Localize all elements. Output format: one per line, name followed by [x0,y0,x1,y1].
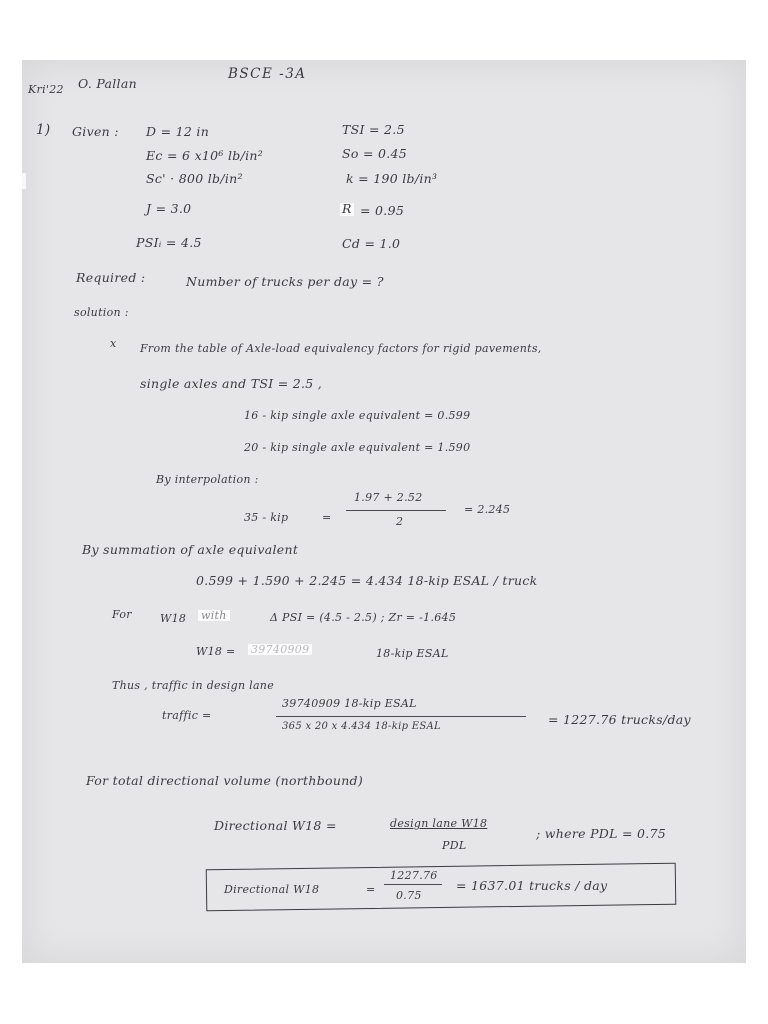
bullet-mark: x [110,337,117,350]
w18-symbol: W18 [160,612,187,625]
directional-denominator: PDL [442,839,467,852]
final-result: = 1637.01 trucks / day [456,878,608,893]
step1-line2: single axles and TSI = 2.5 , [140,376,323,391]
traffic-lhs: traffic = [162,709,212,722]
for-label: For [112,608,132,621]
required-text: Number of trucks per day = ? [186,274,384,289]
summation-label: By summation of axle equivalent [82,542,299,557]
interp-lhs: 35 - kip [244,511,289,524]
fraction-bar [346,510,446,511]
given-tsi: TSI = 2.5 [342,122,405,137]
required-label: Required : [76,270,146,285]
w18-lhs: W18 = [196,645,236,658]
given-d: D = 12 in [146,124,210,139]
given-ec: Ec = 6 x10⁶ lb/in² [146,148,264,163]
w18-unit: 18-kip ESAL [376,647,449,660]
directional-where: ; where PDL = 0.75 [536,826,667,841]
given-r-symbol: R [342,201,352,216]
w18-value: 39740909 [248,644,312,655]
fraction-bar [384,884,442,885]
directional-numerator: design lane W18 [390,817,488,830]
final-lhs: Directional W18 [224,883,320,896]
final-equals: = [366,883,376,896]
factor-16-kip: 16 - kip single axle equivalent = 0.599 [244,409,471,422]
with-word: with [198,610,230,621]
final-numerator: 1227.76 [390,869,438,882]
summation-expression: 0.599 + 1.590 + 2.245 = 4.434 18-kip ESAL / truck [196,573,538,588]
directional-lhs: Directional W18 = [214,818,337,833]
interp-denominator: 2 [396,515,404,528]
interp-equals: = [322,511,332,524]
given-label: Given : [72,124,119,139]
delta-psi-zr: Δ PSI = (4.5 - 2.5) ; Zr = -1.645 [270,611,457,624]
binder-mark [22,173,26,189]
factor-20-kip: 20 - kip single axle equivalent = 1.590 [244,441,471,454]
directional-label: For total directional volume (northbound) [86,773,364,788]
given-so: So = 0.45 [342,146,408,161]
given-r-value: = 0.95 [360,203,405,218]
given-k: k = 190 lb/in³ [346,171,438,186]
given-j: J = 3.0 [146,201,192,216]
student-name: O. Pallan [78,76,137,91]
problem-number: 1) [36,122,51,138]
given-cd: Cd = 1.0 [342,236,401,251]
margin-name: Kri'22 [28,83,64,96]
final-denominator: 0.75 [396,889,422,902]
fraction-bar [276,716,526,717]
solution-label: solution : [74,306,129,319]
interp-numerator: 1.97 + 2.52 [354,491,423,504]
interpolation-label: By interpolation : [156,473,259,486]
traffic-denominator: 365 x 20 x 4.434 18-kip ESAL [282,721,441,732]
traffic-result: = 1227.76 trucks/day [548,712,691,727]
given-psii: PSIᵢ = 4.5 [136,235,202,250]
thus-line: Thus , traffic in design lane [112,679,275,692]
traffic-numerator: 39740909 18-kip ESAL [282,697,417,710]
given-sc: Sc' · 800 lb/in² [146,171,243,186]
step1-line1: From the table of Axle-load equivalency factors for rigid pavements, [140,342,542,355]
interp-result: = 2.245 [464,503,511,516]
course-section: BSCE -3A [228,66,307,82]
